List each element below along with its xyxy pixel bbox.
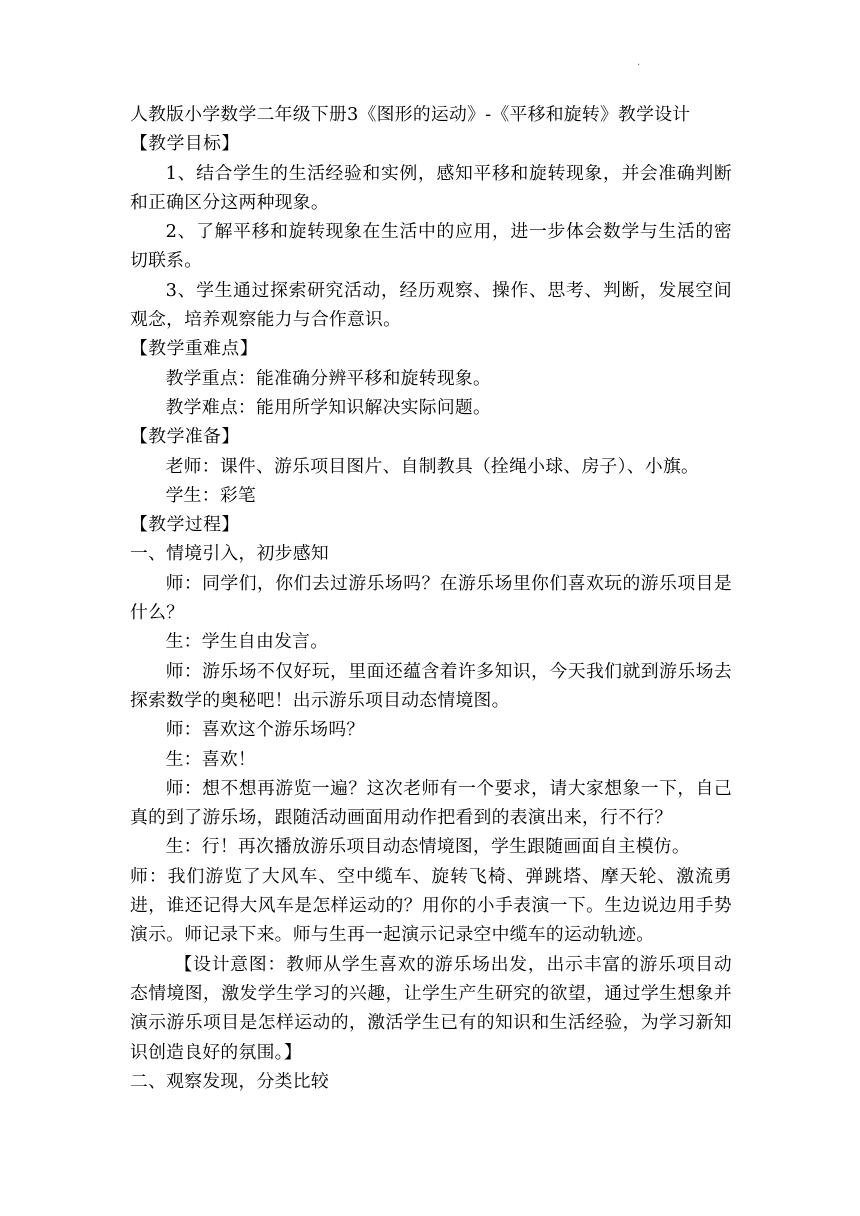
objectives-heading: 【教学目标】 <box>130 133 240 155</box>
section-title: 一、情境引入，初步感知 <box>130 543 329 565</box>
dialogue-line: 生：行！再次播放游乐项目动态情境图，学生跟随画面自主模仿。 <box>165 836 690 858</box>
dialogue-line: 生：喜欢！ <box>165 748 257 770</box>
objective-item: 3、学生通过探索研究活动，经历观察、操作、思考、判断，发展空间观念，培养观察能力与合作意识。 <box>130 279 732 331</box>
document-title: 人教版小学数学二年级下册3《图形的运动》-《平移和旋转》教学设计 <box>130 104 691 125</box>
objective-item: 2、了解平移和旋转现象在生活中的应用，进一步体会数学与生活的密切联系。 <box>130 221 732 272</box>
dialogue-line: 生：学生自由发言。 <box>165 631 329 653</box>
key-point-item: 教学重点：能准确分辨平移和旋转现象。 <box>165 367 492 389</box>
document-page <box>130 100 732 1096</box>
dialogue-line: 师：喜欢这个游乐场吗？ <box>165 719 365 741</box>
design-intent-note: 【设计意图：教师从学生喜欢的游乐场出发，出示丰富的游乐项目动态情境图，激发学生学习的兴趣，让学生产生研究的欲望，通过学生想象并演示游乐项目是怎样运动的，激活学生已有的知识和生活经验，为学习新知识创造良好的氛围。】 <box>130 953 732 1063</box>
key-point-item: 教学难点：能用所学知识解决实际问题。 <box>165 396 492 418</box>
teacher-demo-paragraph: 师：我们游览了大风车、空中缆车、旋转飞椅、弹跳塔、摩天轮、激流勇进，谁还记得大风车是怎样运动的？用你的小手表演一下。生边说边用手势演示。师记录下来。师与生再一起演示记录空中缆车的运动轨迹。 <box>130 865 732 946</box>
preparation-item: 学生：彩笔 <box>165 484 257 506</box>
preparation-item: 老师：课件、游乐项目图片、自制教具（拴绳小球、房子）、小旗。 <box>165 455 700 477</box>
key-points-heading: 【教学重难点】 <box>130 338 258 360</box>
dialogue-line: 师：游乐场不仅好玩，里面还蕴含着许多知识，今天我们就到游乐场去探索数学的奥秘吧！出示游乐项目动态情境图。 <box>130 660 732 711</box>
preparation-heading: 【教学准备】 <box>130 426 240 448</box>
dialogue-line: 师：想不想再游览一遍？这次老师有一个要求，请大家想象一下，自己真的到了游乐场，跟随活动画面用动作把看到的表演出来，行不行？ <box>130 777 732 829</box>
process-heading: 【教学过程】 <box>130 514 240 536</box>
header-mark: . <box>637 57 641 68</box>
dialogue-line: 师：同学们，你们去过游乐场吗？在游乐场里你们喜欢玩的游乐项目是什么？ <box>130 572 732 624</box>
objective-item: 1、结合学生的生活经验和实例，感知平移和旋转现象，并会准确判断和正确区分这两种现象。 <box>130 162 732 213</box>
section-title: 二、观察发现，分类比较 <box>130 1070 329 1092</box>
